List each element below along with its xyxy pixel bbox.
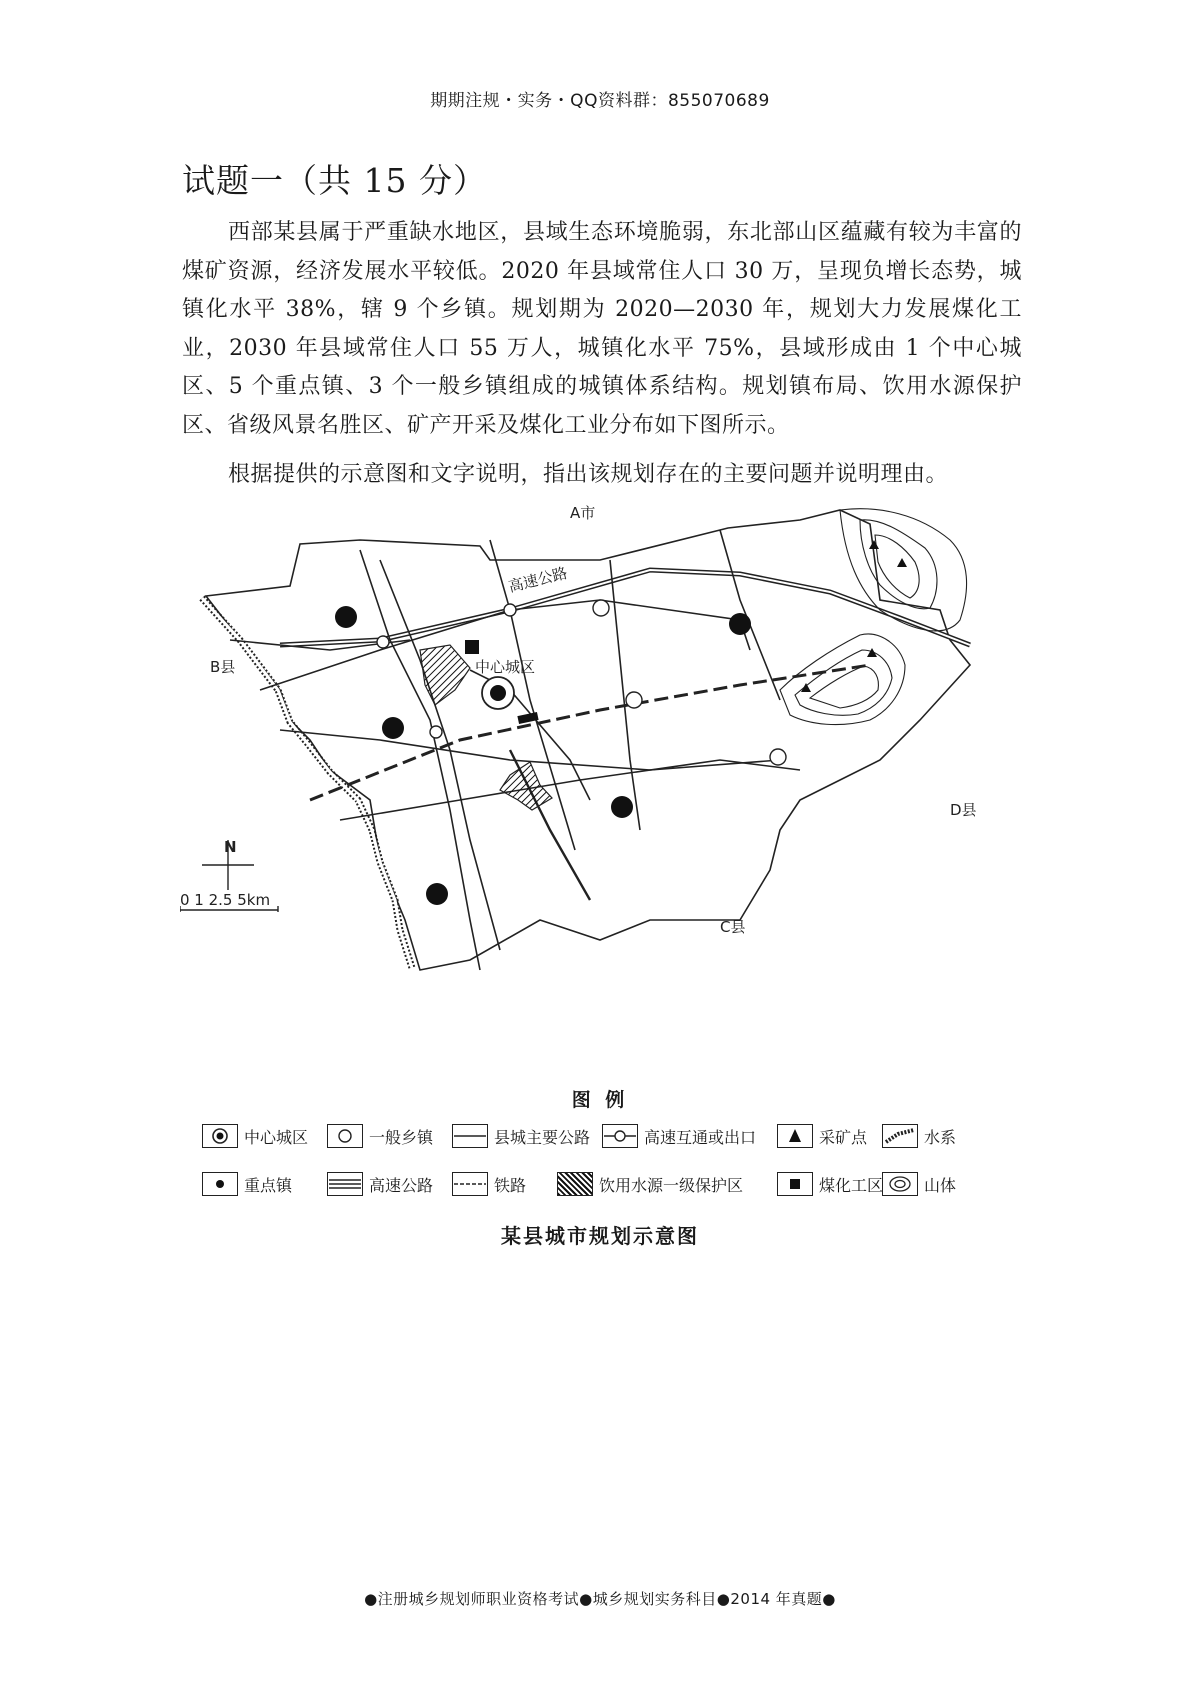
- main-roads: [230, 530, 800, 970]
- west-river: [202, 598, 412, 968]
- key-town-1: [335, 606, 357, 628]
- general-town-1: [593, 600, 609, 616]
- planning-map: [180, 500, 1060, 1060]
- main-road-icon: [452, 1124, 488, 1148]
- mining-point-4: [801, 683, 811, 692]
- scale-label: 0 1 2.5 5km: [180, 891, 271, 909]
- general-town-2: [626, 692, 642, 708]
- key-town-4: [729, 613, 751, 635]
- legend-item-railway: 铁路: [452, 1170, 526, 1198]
- key-town-5: [426, 883, 448, 905]
- interchange-3: [430, 726, 442, 738]
- north-label: N: [224, 838, 237, 856]
- coal-chemical-icon: [777, 1172, 813, 1196]
- county-boundary: [206, 510, 970, 970]
- scenic-mountains: [780, 509, 967, 725]
- interchange-icon: [602, 1124, 638, 1148]
- expressway-label: 高速公路: [506, 563, 570, 596]
- map-caption: 某县城市规划示意图: [501, 1224, 699, 1248]
- question-paragraph-1: 西部某县属于严重缺水地区，县域生态环境脆弱，东北部山区蕴藏有较为丰富的煤矿资源，经济发展水平较低。2020 年县域常住人口 30 万，呈现负增长态势，城镇化水平 38%，辖 9 个乡镇。规划期为 2020—2030 年，规划大力发展煤化工业，2030 年县域常住人口 55 万人，城镇化水平 75%，县域形成由 1 个中心城区、5 个重点镇、3 个一般乡镇组成的城镇体系结构。规划镇布局、饮用水源保护区、省级风景名胜区、矿产开采及煤化工业分布如下图所示。: [182, 220, 1022, 438]
- key-town-3: [611, 796, 633, 818]
- legend-item-mining: 采矿点: [777, 1122, 867, 1150]
- mining-point-2: [897, 558, 907, 567]
- mining-point-1: [869, 540, 879, 549]
- question-paragraph-2: 根据提供的示意图和文字说明，指出该规划存在的主要问题并说明理由。: [228, 462, 949, 487]
- coal-chemical-area-2: [517, 712, 538, 724]
- central-district-area: [420, 645, 470, 705]
- legend-item-coal-chemical: 煤化工区: [777, 1170, 883, 1198]
- legend-item-water-protection: 饮用水源一级保护区: [557, 1170, 743, 1198]
- mining-point-3: [867, 648, 877, 657]
- general-town-icon: [327, 1124, 363, 1148]
- interchange-2: [377, 636, 389, 648]
- railway-icon: [452, 1172, 488, 1196]
- c-county-label: C县: [720, 918, 746, 936]
- general-town-3: [770, 749, 786, 765]
- interchange-1: [504, 604, 516, 616]
- question-title: 试题一（共 15 分）: [182, 161, 487, 200]
- legend: [202, 1122, 1022, 1202]
- coal-chemical-area-1: [465, 640, 479, 654]
- legend-item-mountain: 山体: [882, 1170, 956, 1198]
- legend-item-main-road: 县城主要公路: [452, 1122, 590, 1150]
- legend-item-interchange: 高速互通或出口: [602, 1122, 756, 1150]
- legend-item-center-district: 中心城区: [202, 1122, 308, 1150]
- legend-item-general-town: 一般乡镇: [327, 1122, 433, 1150]
- water-protection-icon: [557, 1172, 593, 1196]
- key-town-icon: [202, 1172, 238, 1196]
- expressway-icon: [327, 1172, 363, 1196]
- key-town-2: [382, 717, 404, 739]
- mining-icon: [777, 1124, 813, 1148]
- water-icon: [882, 1124, 918, 1148]
- legend-item-key-town: 重点镇: [202, 1170, 292, 1198]
- page-header: 期期注规・实务・QQ资料群：855070689: [430, 91, 770, 111]
- a-city-label: A市: [570, 504, 596, 522]
- center-district-label: 中心城区: [475, 658, 536, 676]
- legend-title: 图 例: [571, 1089, 629, 1111]
- legend-item-water: 水系: [882, 1122, 956, 1150]
- center-district-icon: [202, 1124, 238, 1148]
- d-county-label: D县: [950, 801, 977, 819]
- mountain-icon: [882, 1172, 918, 1196]
- b-county-label: B县: [210, 658, 236, 676]
- page-footer: ●注册城乡规划师职业资格考试●城乡规划实务科目●2014 年真题●: [364, 1590, 836, 1608]
- legend-item-expressway: 高速公路: [327, 1170, 433, 1198]
